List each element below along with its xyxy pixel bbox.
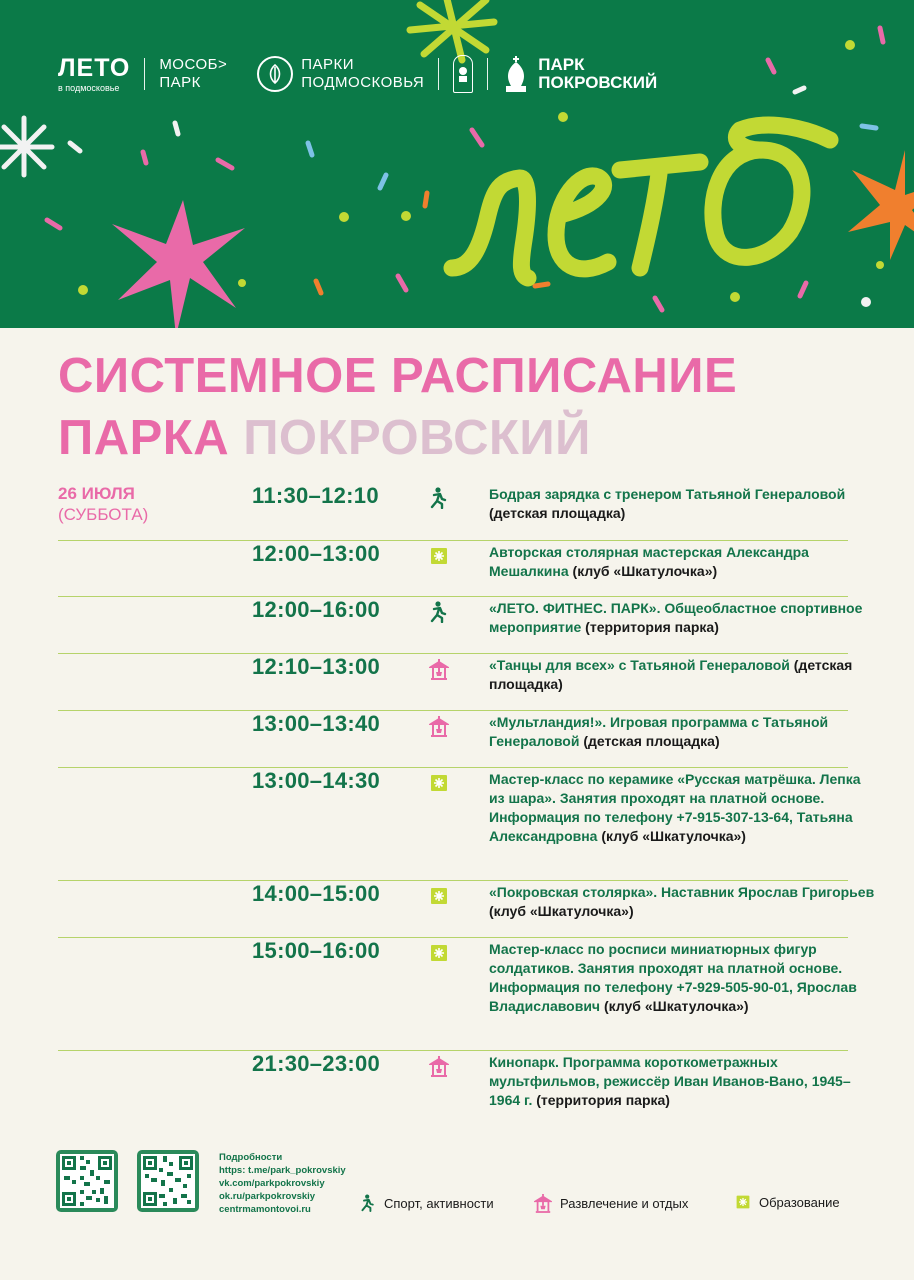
schedule-date	[58, 483, 148, 525]
row-divider	[58, 880, 848, 881]
row-divider	[58, 710, 848, 711]
title-line1: СИСТЕМНОЕ РАСПИСАНИЕ	[58, 349, 738, 403]
carousel-icon	[429, 1055, 449, 1077]
event-time: 12:00–16:00	[252, 597, 381, 622]
event-time: 14:00–15:00	[252, 881, 381, 906]
event-location: (клуб «Шкатулочка»)	[489, 903, 634, 919]
event-description	[489, 770, 879, 846]
event-text: Кинопарк. Программа короткометражных мультфильмов, режиссёр Иван Иванов-Вано, 1945–1964 г.	[489, 1054, 851, 1108]
title-line2-part2: ПОКРОВСКИЙ	[243, 411, 591, 465]
event-text: «Покровская столярка». Наставник Ярослав Григорьев	[489, 884, 875, 900]
event-location: (клуб «Шкатулочка»)	[601, 828, 746, 844]
event-text: «Танцы для всех» с Татьяной Генераловой	[489, 657, 790, 673]
link-telegram[interactable]: https: t.me/park_pokrovskiy	[219, 1165, 346, 1176]
carousel-icon	[534, 1193, 552, 1213]
event-time: 13:00–13:40	[252, 711, 381, 736]
event-description	[489, 713, 879, 751]
row-divider	[58, 596, 848, 597]
leto-logo	[58, 53, 131, 93]
pokr-line2: ПОКРОВСКИЙ	[538, 73, 658, 92]
legend-sport	[360, 1193, 494, 1213]
mosobpark-line1: МОСОБ>	[159, 56, 228, 73]
decoration	[0, 0, 914, 328]
sport-icon	[360, 1193, 376, 1213]
legend-education-label: Образование	[759, 1194, 840, 1210]
event-description	[489, 656, 879, 694]
date-weekday: (СУББОТА)	[58, 505, 149, 524]
row-divider	[58, 937, 848, 938]
page-title	[58, 345, 737, 469]
park-pokrovskiy-logo	[502, 54, 657, 94]
more-info-title: Подробности	[219, 1152, 283, 1163]
event-location: (детская площадка)	[489, 505, 626, 521]
event-time: 13:00–14:30	[252, 768, 381, 793]
event-location: (территория парка)	[585, 619, 719, 635]
link-vk[interactable]: vk.com/parkpokrovskiy	[219, 1178, 325, 1189]
leaf-icon	[257, 56, 293, 92]
event-description	[489, 599, 879, 637]
event-description	[489, 485, 879, 523]
legend-fun-label: Развлечение и отдых	[560, 1195, 689, 1211]
date-day: 26 ИЮЛЯ	[58, 484, 135, 503]
logo-divider	[144, 58, 145, 90]
legend-education	[735, 1193, 840, 1211]
row-divider	[58, 540, 848, 541]
logo-divider	[438, 58, 439, 90]
parks-podmoskovya-logo	[257, 56, 424, 92]
carousel-icon	[429, 658, 449, 680]
sport-icon	[429, 601, 449, 623]
education-icon	[429, 885, 449, 907]
qr-code-telegram[interactable]	[56, 1150, 118, 1212]
legend-sport-label: Спорт, активности	[384, 1195, 494, 1211]
title-line2-part1: ПАРКА	[58, 411, 244, 465]
event-location: (территория парка)	[536, 1092, 670, 1108]
event-text: Мастер-класс по росписи миниатюрных фигур солдатиков. Занятия проходят на платной основе. Информация по телефону +7-929-505-90-01, Ярослав Владиславович	[489, 941, 857, 1014]
event-time: 12:00–13:00	[252, 541, 381, 566]
partner-logos	[58, 52, 657, 96]
event-description	[489, 543, 879, 581]
link-site[interactable]: centrmamontovoi.ru	[219, 1204, 311, 1215]
logo-divider	[487, 58, 488, 90]
sport-icon	[429, 487, 449, 509]
event-description	[489, 940, 879, 1016]
header-banner	[0, 0, 914, 328]
event-location: (клуб «Шкатулочка»)	[603, 998, 749, 1014]
church-icon	[502, 54, 530, 94]
row-divider	[58, 1050, 848, 1051]
more-info-links	[219, 1151, 346, 1216]
mosobpark-line2: ПАРК	[159, 74, 201, 91]
qr-code-vk[interactable]	[137, 1150, 199, 1212]
event-text: Авторская столярная мастерская Александра Мешалкина	[489, 544, 809, 579]
pokr-line1: ПАРК	[538, 55, 585, 74]
event-text: Мастер-класс по керамике «Русская матрёшка. Лепка из шара». Занятия проходят на платной основе. Информация по телефону +7-915-307-13-64, Татьяна Александровна	[489, 771, 861, 844]
mosobpark-logo	[159, 56, 227, 92]
education-icon	[735, 1193, 751, 1211]
row-divider	[58, 767, 848, 768]
education-icon	[429, 942, 449, 964]
parks-line1: ПАРКИ	[301, 56, 355, 73]
education-icon	[429, 772, 449, 794]
event-text: «ЛЕТО. ФИТНЕС. ПАРК». Общеобластное спортивное мероприятие	[489, 600, 863, 635]
event-time: 15:00–16:00	[252, 938, 381, 963]
leto-logo-subtitle: в подмосковье	[58, 82, 120, 93]
event-time: 21:30–23:00	[252, 1051, 381, 1076]
event-location: (детская площадка)	[583, 733, 720, 749]
event-description	[489, 883, 879, 921]
event-text: Бодрая зарядка с тренером Татьяной Генераловой	[489, 486, 846, 502]
event-text: «Мультландия!». Игровая программа с Татьяной Генераловой	[489, 714, 829, 749]
event-location: (детская площадка)	[489, 657, 853, 692]
carousel-icon	[429, 715, 449, 737]
event-time: 12:10–13:00	[252, 654, 381, 679]
event-time: 11:30–12:10	[252, 483, 379, 508]
education-icon	[429, 545, 449, 567]
museum-icon	[453, 55, 473, 93]
link-ok[interactable]: ok.ru/parkpokrovskiy	[219, 1191, 316, 1202]
row-divider	[58, 653, 848, 654]
parks-line2: ПОДМОСКОВЬЯ	[301, 74, 425, 91]
legend-fun	[534, 1193, 688, 1213]
event-location: (клуб «Шкатулочка»)	[572, 563, 718, 579]
event-description	[489, 1053, 879, 1110]
leto-logo-text: ЛЕТО	[58, 53, 131, 82]
